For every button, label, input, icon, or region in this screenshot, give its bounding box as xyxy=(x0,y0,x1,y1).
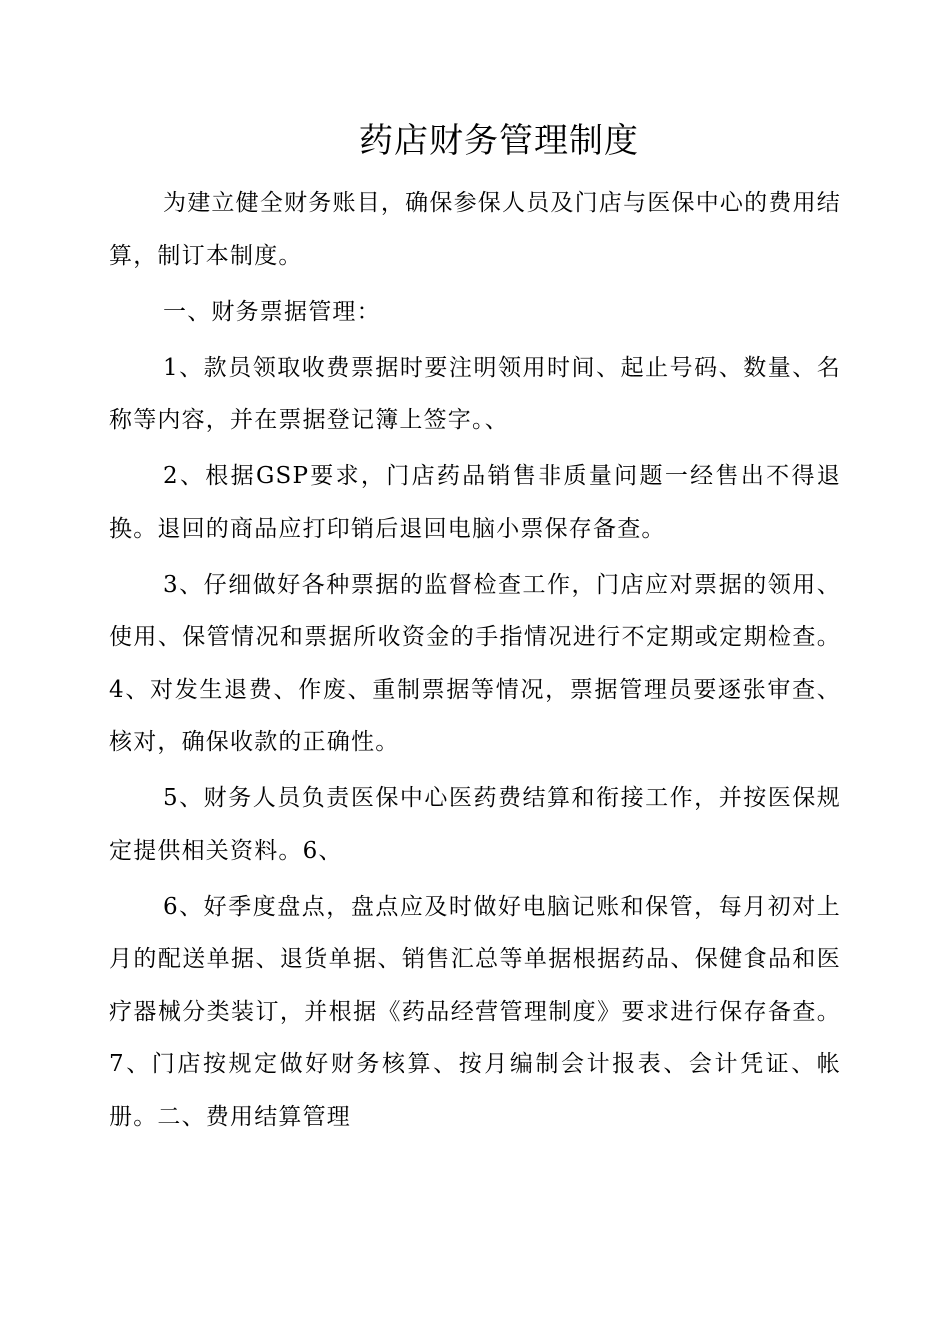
paragraph-item-6: 6、好季度盘点，盘点应及时做好电脑记账和保管，每月初对上月的配送单据、退货单据、销售汇总等单据根据药品、保健食品和医疗器械分类装订，并根据《药品经营管理制度》要求进行保存备查。7、门店按规定做好财务核算、按月编制会计报表、会计凭证、帐册。二、费用结算管理 xyxy=(109,893,841,1130)
section-heading-receipts: 一、财务票据管理： xyxy=(163,298,381,325)
paragraph-item-2: 2、根据GSP要求，门店药品销售非质量问题一经售出不得退换。退回的商品应打印销后退回电脑小票保存备查。 xyxy=(109,463,841,542)
paragraph-item-3: 3、仔细做好各种票据的监督检查工作，门店应对票据的领用、使用、保管情况和票据所收资金的手指情况进行不定期或定期检查。4、对发生退费、作废、重制票据等情况，票据管理员要逐张审查、核对，确保收款的正确性。 xyxy=(109,571,841,755)
paragraph-item-1: 1、款员领取收费票据时要注明领用时间、起止号码、数量、名称等内容，并在票据登记簿上签字。、 xyxy=(109,354,841,433)
document-title: 药店财务管理制度 xyxy=(359,121,639,161)
paragraph-intro: 为建立健全财务账目，确保参保人员及门店与医保中心的费用结算，制订本制度。 xyxy=(109,190,841,269)
document-body xyxy=(109,177,841,1147)
paragraph-item-5: 5、财务人员负责医保中心医药费结算和衔接工作，并按医保规定提供相关资料。6、 xyxy=(109,785,841,864)
